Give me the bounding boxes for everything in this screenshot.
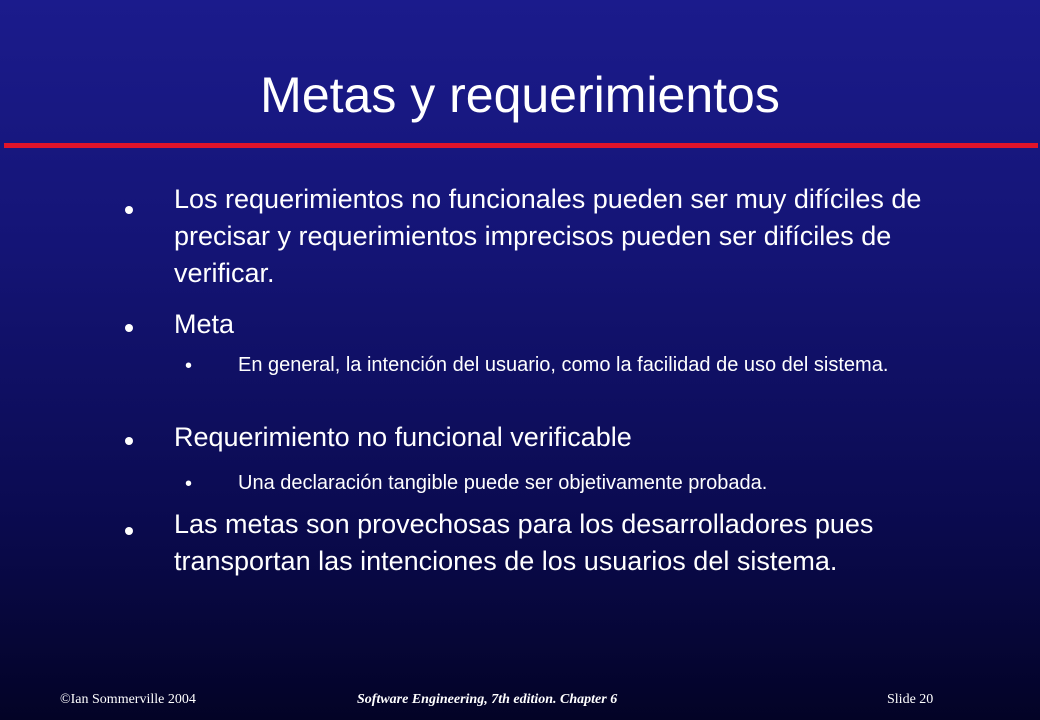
bullet-marker bbox=[125, 206, 133, 214]
bullet-marker bbox=[125, 527, 133, 535]
footer-book-title: Software Engineering, 7th edition. Chapter 6 bbox=[357, 692, 618, 707]
bullet-item: Meta bbox=[174, 309, 235, 339]
bullet-marker bbox=[125, 437, 133, 445]
sub-bullet-item: Una declaración tangible puede ser objetivamente probada. bbox=[238, 472, 768, 494]
footer-slide-number: Slide 20 bbox=[887, 692, 934, 707]
bullet-item: Requerimiento no funcional verificable bbox=[174, 422, 632, 452]
sub-bullet-marker: • bbox=[185, 355, 193, 377]
sub-bullet-marker: • bbox=[185, 473, 193, 495]
title-divider bbox=[4, 143, 1038, 148]
slide-title: Metas y requerimientos bbox=[260, 67, 780, 123]
bullet-item: Los requerimientos no funcionales pueden ser muy difíciles de precisar y requerimientos imprecisos pueden ser difíciles de verificar. bbox=[174, 184, 922, 288]
bullet-marker bbox=[125, 324, 133, 332]
bullet-item: Las metas son provechosas para los desarrolladores pues transportan las intenciones de los usuarios del sistema. bbox=[174, 509, 874, 576]
sub-bullet-item: En general, la intención del usuario, como la facilidad de uso del sistema. bbox=[238, 354, 889, 376]
footer-copyright: ©Ian Sommerville 2004 bbox=[60, 692, 196, 707]
